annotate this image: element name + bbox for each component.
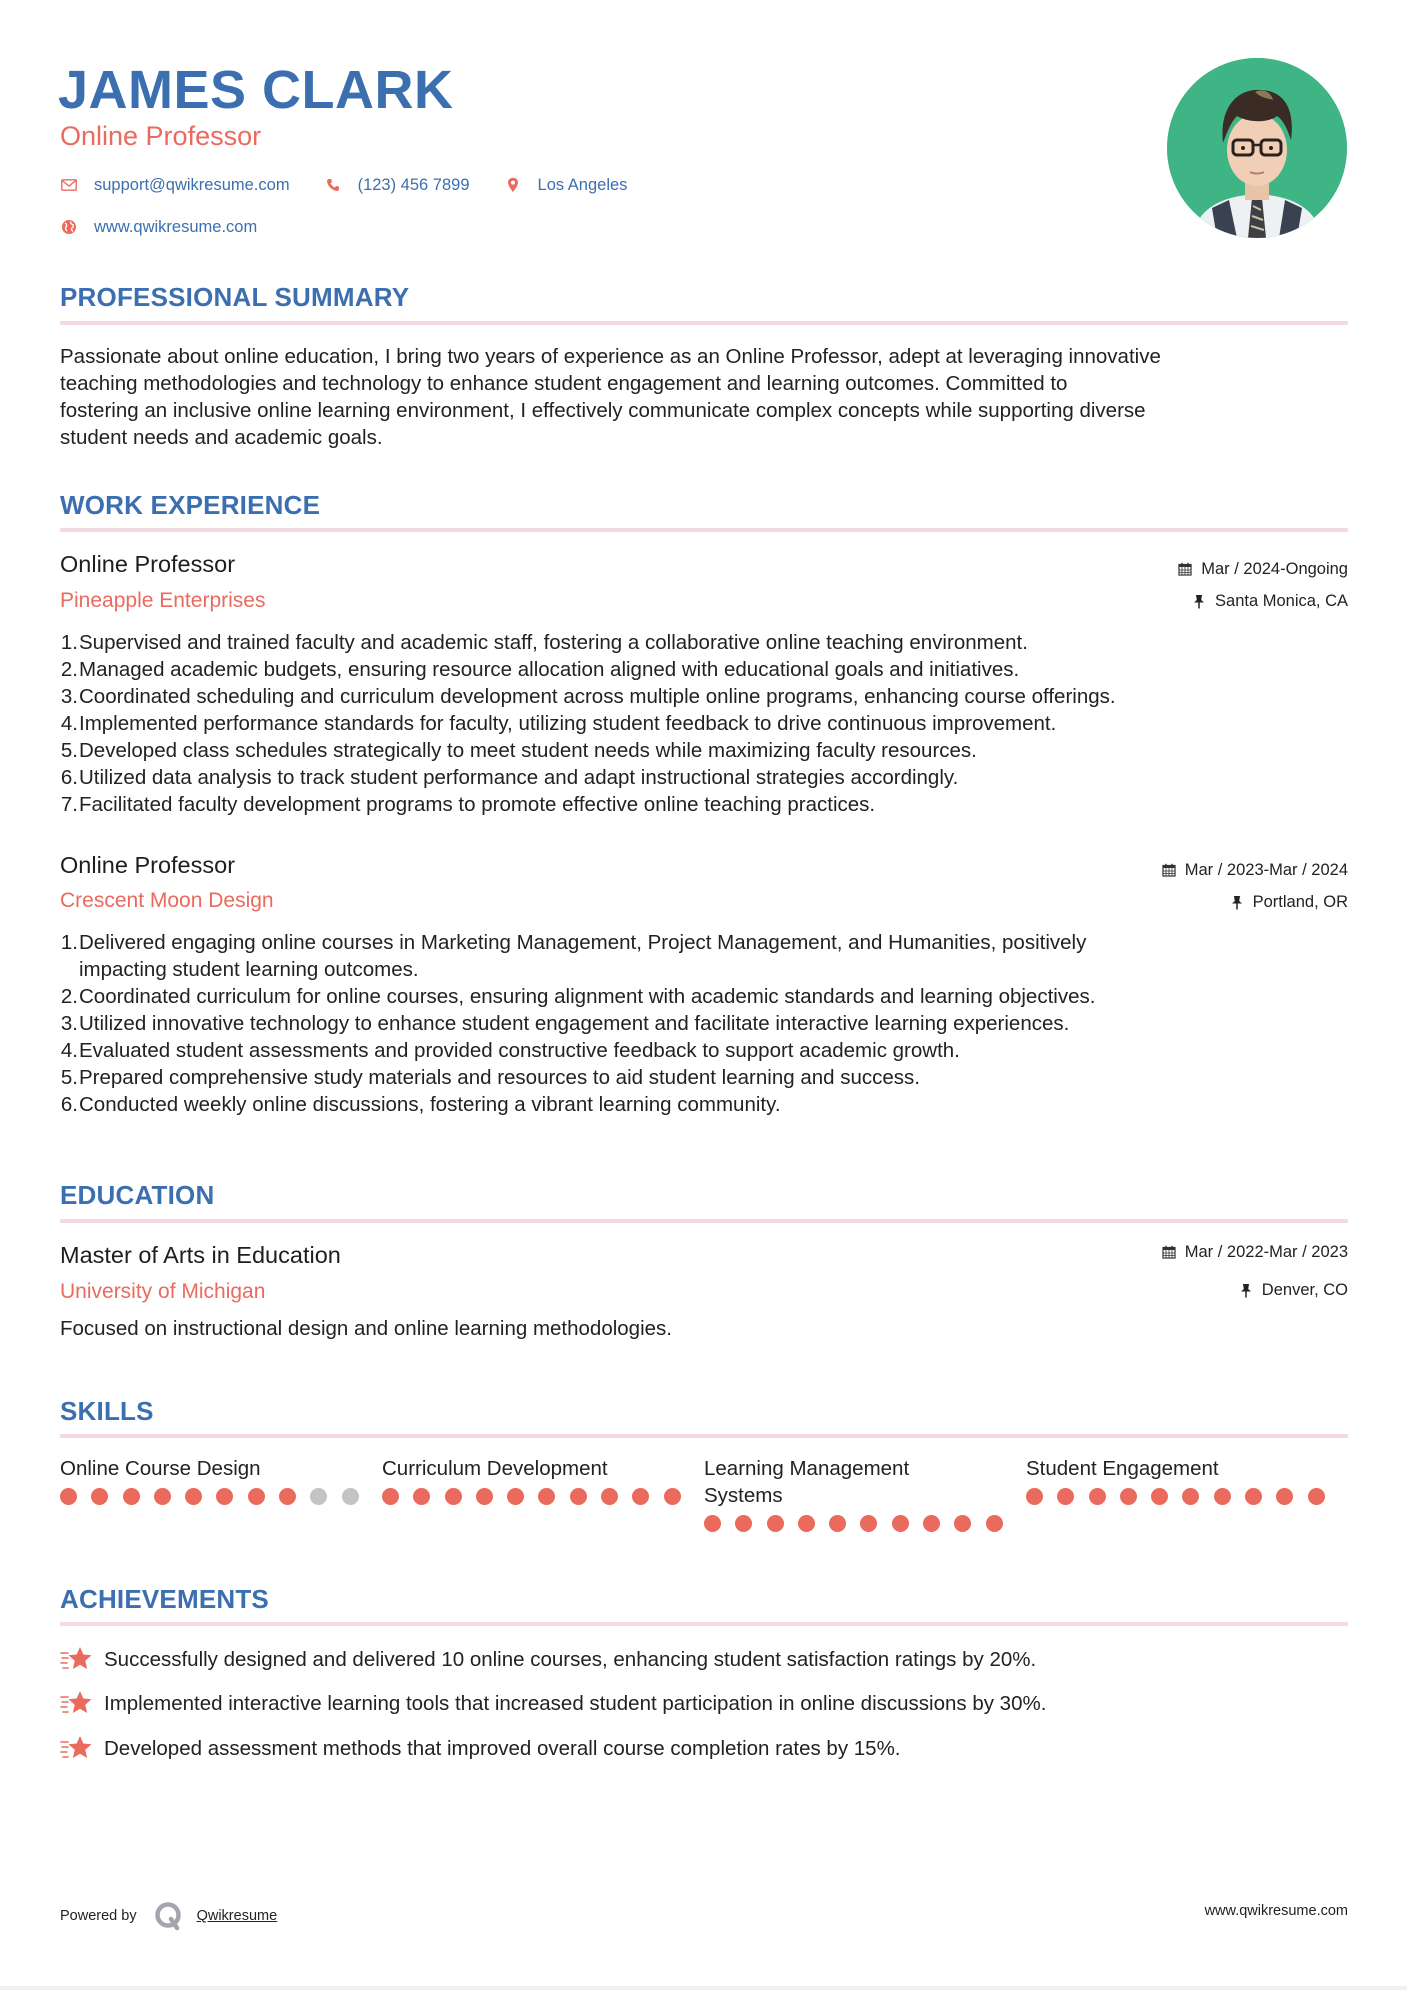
education-dates xyxy=(1161,1241,1348,1263)
rating-dot-filled xyxy=(860,1515,877,1532)
pushpin-icon xyxy=(1229,894,1245,910)
rating-dot-filled xyxy=(507,1488,524,1505)
section-divider xyxy=(60,1622,1348,1626)
achievement-item xyxy=(60,1644,1348,1674)
bullet-text: Evaluated student assessments and provided constructive feedback to support academic growth. xyxy=(79,1039,960,1062)
job-dates-text: Mar / 2023-Mar / 2024 xyxy=(1184,861,1348,879)
rating-dot-filled xyxy=(923,1515,940,1532)
rating-dot-filled xyxy=(632,1488,649,1505)
contact-row xyxy=(60,174,661,196)
phone-text: (123) 456 7899 xyxy=(357,176,470,194)
bullet-number: 1. xyxy=(60,631,78,654)
bullet-text: Utilized data analysis to track student performance and adapt instructional strategies accordingly. xyxy=(79,766,959,789)
rating-dot-filled xyxy=(1089,1488,1106,1505)
achievement-item xyxy=(60,1733,1348,1763)
skill-item xyxy=(60,1455,382,1532)
bullet-text xyxy=(78,929,1086,983)
job-dates-text: Mar / 2024-Ongoing xyxy=(1201,560,1348,578)
bullet-number: 4. xyxy=(60,1039,78,1062)
bullet-number: 6. xyxy=(60,766,78,789)
footer-website[interactable]: www.qwikresume.com xyxy=(1204,1903,1348,1919)
school-name: University of Michigan xyxy=(60,1280,266,1303)
bullet-text: Supervised and trained faculty and academic staff, fostering a collaborative online teaching environment. xyxy=(79,631,1028,654)
skill-name: Learning Management Systems xyxy=(704,1457,910,1507)
job-bullets xyxy=(60,629,1348,818)
rating-dot-filled xyxy=(954,1515,971,1532)
achievement-item xyxy=(60,1688,1348,1718)
contact-location xyxy=(504,174,628,196)
rating-dot-filled xyxy=(1120,1488,1137,1505)
summary-line: fostering an inclusive online learning environment, I effectively communicate complex concepts while supporting diverse xyxy=(60,399,1146,422)
education-location-text: Denver, CO xyxy=(1261,1281,1348,1299)
rating-dot-filled xyxy=(1214,1488,1231,1505)
bullet-number: 5. xyxy=(60,1066,78,1089)
bullet-text: Coordinated scheduling and curriculum development across multiple online programs, enhancing course offerings. xyxy=(79,685,1116,708)
skill-rating xyxy=(60,1488,382,1505)
job-dates xyxy=(1161,859,1348,881)
rating-dot-filled xyxy=(185,1488,202,1505)
rating-dot-filled xyxy=(445,1488,462,1505)
rating-dot-filled xyxy=(1151,1488,1168,1505)
job-dates xyxy=(1177,558,1348,580)
job-title: Online Professor xyxy=(60,551,236,577)
bullet-text: Utilized innovative technology to enhance student engagement and facilitate interactive learning experiences. xyxy=(79,1012,1070,1035)
email-text: support@qwikresume.com xyxy=(94,176,290,194)
rating-dot-filled xyxy=(986,1515,1003,1532)
rating-dot-filled xyxy=(248,1488,265,1505)
rating-dot-filled xyxy=(892,1515,909,1532)
profile-photo xyxy=(1167,58,1347,238)
bullet-text: Facilitated faculty development programs to promote effective online teaching practices. xyxy=(79,793,876,816)
rating-dot-filled xyxy=(1026,1488,1043,1505)
bullet-text-line: Delivered engaging online courses in Marketing Management, Project Management, and Humanities, positively xyxy=(79,931,1087,954)
section-divider xyxy=(60,321,1348,325)
star-icon xyxy=(60,1688,93,1718)
rating-dot-empty xyxy=(310,1488,327,1505)
rating-dot-filled xyxy=(382,1488,399,1505)
bullet-item xyxy=(60,683,1348,710)
rating-dot-filled xyxy=(476,1488,493,1505)
globe-icon xyxy=(60,218,78,236)
bullet-number: 5. xyxy=(60,739,78,762)
avatar-illustration xyxy=(1167,58,1347,238)
skill-rating xyxy=(704,1515,1026,1532)
job-location xyxy=(1229,891,1348,913)
bullet-item xyxy=(60,737,1348,764)
section-divider xyxy=(60,1434,1348,1438)
section-title-summary: PROFESSIONAL SUMMARY xyxy=(60,282,410,312)
education-dates-text: Mar / 2022-Mar / 2023 xyxy=(1184,1243,1348,1261)
section-divider xyxy=(60,1219,1348,1223)
section-divider xyxy=(60,528,1348,532)
bullet-item xyxy=(60,1091,1348,1118)
bullet-text: Managed academic budgets, ensuring resource allocation aligned with educational goals and initiatives. xyxy=(79,658,1020,681)
bullet-number: 2. xyxy=(60,985,78,1008)
envelope-icon xyxy=(60,176,78,194)
rating-dot-filled xyxy=(413,1488,430,1505)
skills-grid xyxy=(60,1455,1348,1532)
location-text: Los Angeles xyxy=(537,176,628,194)
rating-dot-filled xyxy=(123,1488,140,1505)
summary-line: student needs and academic goals. xyxy=(60,426,383,449)
bullet-text: Prepared comprehensive study materials and resources to aid student learning and success. xyxy=(79,1066,920,1089)
skill-item xyxy=(704,1455,1026,1532)
bullet-text: Conducted weekly online discussions, fostering a vibrant learning community. xyxy=(79,1093,781,1116)
rating-dot-filled xyxy=(1308,1488,1325,1505)
bullet-item xyxy=(60,791,1348,818)
rating-dot-filled xyxy=(829,1515,846,1532)
rating-dot-filled xyxy=(216,1488,233,1505)
skill-rating xyxy=(382,1488,704,1505)
calendar-icon xyxy=(1161,1244,1177,1260)
rating-dot-filled xyxy=(538,1488,555,1505)
summary-text xyxy=(60,343,1348,451)
section-title-achievements: ACHIEVEMENTS xyxy=(60,1584,269,1614)
calendar-icon xyxy=(1161,862,1177,878)
bullet-number: 7. xyxy=(60,793,78,816)
rating-dot-filled xyxy=(1245,1488,1262,1505)
summary-line: teaching methodologies and technology to enhance student engagement and learning outcomes. Committed to xyxy=(60,372,1068,395)
bullet-item xyxy=(60,983,1348,1010)
bullet-text: Developed class schedules strategically to meet student needs while maximizing faculty resources. xyxy=(79,739,977,762)
pushpin-icon xyxy=(1238,1282,1254,1298)
rating-dot-filled xyxy=(570,1488,587,1505)
rating-dot-empty xyxy=(342,1488,359,1505)
contact-phone[interactable] xyxy=(324,174,470,196)
skill-name: Online Course Design xyxy=(60,1457,261,1480)
bullet-item xyxy=(60,764,1348,791)
bullet-number: 1. xyxy=(60,931,78,954)
bullet-number: 6. xyxy=(60,1093,78,1116)
skill-item xyxy=(1026,1455,1348,1532)
candidate-role: Online Professor xyxy=(60,121,262,151)
phone-icon xyxy=(324,176,342,194)
website-text: www.qwikresume.com xyxy=(94,218,258,236)
map-pin-icon xyxy=(504,176,522,194)
bullet-number: 3. xyxy=(60,1012,78,1035)
rating-dot-filled xyxy=(704,1515,721,1532)
qwikresume-link[interactable]: Qwikresume xyxy=(196,1908,278,1924)
achievement-text: Implemented interactive learning tools that increased student participation in online discussions by 30%. xyxy=(104,1691,1047,1715)
job-location-text: Portland, OR xyxy=(1252,893,1348,911)
star-icon xyxy=(60,1733,93,1763)
section-title-experience: WORK EXPERIENCE xyxy=(60,490,321,520)
degree-title: Master of Arts in Education xyxy=(60,1242,341,1268)
bullet-item xyxy=(60,710,1348,737)
section-title-skills: SKILLS xyxy=(60,1396,154,1426)
rating-dot-filled xyxy=(154,1488,171,1505)
contact-website[interactable] xyxy=(60,216,257,238)
bullet-item xyxy=(60,1064,1348,1091)
skill-rating xyxy=(1026,1488,1348,1505)
bullet-item xyxy=(60,629,1348,656)
education-description: Focused on instructional design and online learning methodologies. xyxy=(60,1317,672,1340)
job-location-text: Santa Monica, CA xyxy=(1215,592,1348,610)
rating-dot-filled xyxy=(767,1515,784,1532)
powered-by-label: Powered by xyxy=(60,1908,137,1924)
skill-name: Student Engagement xyxy=(1026,1457,1219,1480)
summary-line: Passionate about online education, I bring two years of experience as an Online Professor, adept at leveraging innovative xyxy=(60,345,1161,368)
bullet-text: Coordinated curriculum for online courses, ensuring alignment with academic standards and learning objectives. xyxy=(79,985,1096,1008)
bullet-number: 2. xyxy=(60,658,78,681)
footer-powered-by xyxy=(60,1900,277,1932)
bullet-item xyxy=(60,1037,1348,1064)
rating-dot-filled xyxy=(798,1515,815,1532)
rating-dot-filled xyxy=(1057,1488,1074,1505)
achievement-text: Successfully designed and delivered 10 online courses, enhancing student satisfaction ratings by 20%. xyxy=(104,1647,1037,1671)
job-title: Online Professor xyxy=(60,852,236,878)
company-name: Crescent Moon Design xyxy=(60,889,274,912)
rating-dot-filled xyxy=(60,1488,77,1505)
bullet-item xyxy=(60,1010,1348,1037)
job-location xyxy=(1191,590,1348,612)
rating-dot-filled xyxy=(1276,1488,1293,1505)
company-name: Pineapple Enterprises xyxy=(60,589,266,612)
bullet-text-line: impacting student learning outcomes. xyxy=(79,958,419,981)
bullet-item xyxy=(60,656,1348,683)
bullet-text: Implemented performance standards for faculty, utilizing student feedback to drive continuous improvement. xyxy=(79,712,1057,735)
section-title-education: EDUCATION xyxy=(60,1180,215,1210)
star-icon xyxy=(60,1644,93,1674)
contact-email[interactable] xyxy=(60,174,290,196)
page-bottom-edge xyxy=(0,1986,1407,1990)
rating-dot-filled xyxy=(1182,1488,1199,1505)
bullet-number: 3. xyxy=(60,685,78,708)
rating-dot-filled xyxy=(735,1515,752,1532)
bullet-number: 4. xyxy=(60,712,78,735)
rating-dot-filled xyxy=(91,1488,108,1505)
skill-item xyxy=(382,1455,704,1532)
job-bullets xyxy=(60,929,1348,1118)
education-location xyxy=(1238,1279,1348,1301)
candidate-name: JAMES CLARK xyxy=(58,60,454,120)
rating-dot-filled xyxy=(601,1488,618,1505)
website-row xyxy=(60,216,291,238)
qwikresume-logo-icon xyxy=(153,1900,185,1932)
calendar-icon xyxy=(1177,561,1193,577)
rating-dot-filled xyxy=(664,1488,681,1505)
achievement-text: Developed assessment methods that improved overall course completion rates by 15%. xyxy=(104,1736,901,1760)
skill-name: Curriculum Development xyxy=(382,1457,608,1480)
bullet-item xyxy=(60,929,1348,983)
rating-dot-filled xyxy=(279,1488,296,1505)
pushpin-icon xyxy=(1191,593,1207,609)
